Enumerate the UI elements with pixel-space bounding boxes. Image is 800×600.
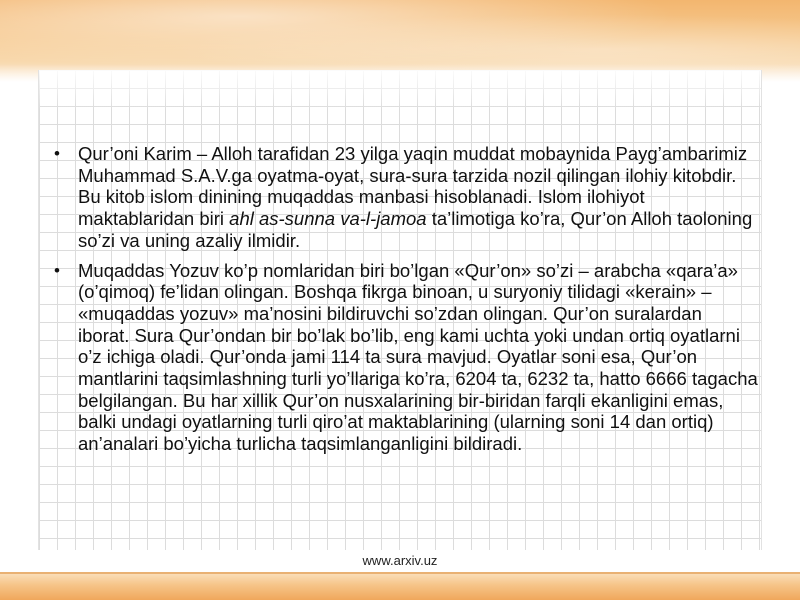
bullet-item-1 [46, 143, 758, 252]
bullet-1-italic-term: ahl as-sunna va-l-jamoa [229, 208, 427, 230]
bullet-icon: • [54, 144, 60, 163]
bullet-icon: • [54, 260, 60, 280]
slide-content [46, 143, 758, 463]
bullet-item-2 [46, 260, 758, 455]
bullet-1-text: Qur’oni Karim – Alloh tarafidan 23 yilga yaqin muddat mobaynida Payg’ambarimiz Muhammad S.A.V.ga oyatma-oyat, sura-sura tarzida nozil qilingan ilohiy kitobdir. Bu kitob islom dinining muqaddas manbasi hisoblanadi. Islom ilohiyot maktablaridan biri [78, 143, 748, 230]
bullet-2-text: Muqaddas Yozuv ko’p nomlaridan biri bo’lgan «Qur’on» so’zi – arabcha «qara’a» (o’qimoq) fe’lidan olingan. Boshqa fikrga binoan, u suryoniy tilidagi «kerain» – «muqaddas yozuv» ma’nosini bildiruvchi so’zdan olingan. Qur’on suralardan iborat. Sura Qur’ondan bir bo’lak bo’lib, eng kami uchta yoki undan ortiq oyatlarni o’z ichiga oladi. Qur’onda jami 114 ta sura mavjud. Oyatlar soni esa, Qur’on mantlarini taqsimlashning turli yo’llariga ko’ra, 6204 ta, 6232 ta, hatto 6666 tagacha belgilangan. Bu har xillik Qur’on nusxalarining bir-biridan farqli ekanligini emas, balki undagi oyatlarning turli qiro’at maktablarining (ularning soni 14 dan ortiq) an’analari bo’yicha turlicha taqsimlanganligini bildiradi. [78, 259, 758, 455]
bullet-1-text-end: ta’limotiga ko’ra, Qur’on Alloh taoloning so’zi va uning azaliy ilmidir. [78, 208, 753, 251]
footer-source-link[interactable]: www.arxiv.uz [362, 553, 438, 568]
bullet-list [46, 143, 758, 455]
footer-decoration [0, 572, 800, 600]
